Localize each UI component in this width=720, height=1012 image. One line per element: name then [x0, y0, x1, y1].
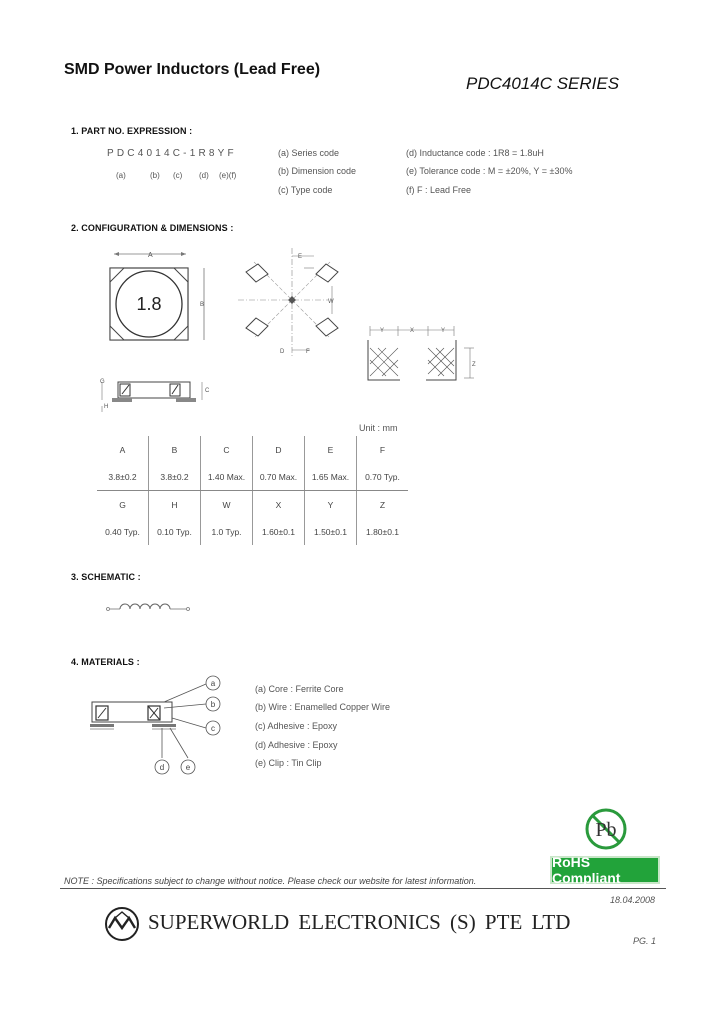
footer-divider [60, 888, 666, 889]
header-b: B [149, 436, 201, 463]
dim-x-label: X [410, 328, 415, 334]
material-d: (d) Adhesive : Epoxy [255, 740, 338, 750]
marking-value: 1.8 [136, 294, 162, 314]
land-pattern-drawing [234, 246, 344, 358]
page-title: SMD Power Inductors (Lead Free) [64, 61, 321, 78]
callout-c: c [211, 724, 215, 733]
dim-f-label: F [306, 349, 310, 355]
table-row [97, 436, 408, 463]
callout-b: b [210, 700, 216, 709]
pb-symbol: Pb [595, 819, 617, 841]
document-date: 18.04.2008 [610, 895, 656, 905]
rohs-badge: RoHS Compliant [550, 856, 660, 884]
dim-z-label: Z [472, 362, 476, 368]
dim-y-label-left: Y [380, 328, 385, 334]
material-e: (e) Clip : Tin Clip [255, 758, 322, 768]
dim-c-label: C [205, 388, 210, 394]
section-config-heading: 2. CONFIGURATION & DIMENSIONS : [71, 223, 234, 233]
letter-ef: (e)(f) [219, 171, 237, 180]
unit-label: Unit : mm [359, 423, 398, 433]
callout-a: a [210, 679, 216, 688]
header-z: Z [357, 491, 409, 519]
dim-b-label: B [200, 302, 205, 308]
callout-e: e [185, 763, 191, 772]
schematic-coil-symbol [104, 600, 194, 616]
value-h: 0.10 Typ. [149, 518, 201, 545]
table-row [97, 491, 408, 519]
value-e: 1.65 Max. [305, 463, 357, 491]
dim-g-label: G [100, 379, 105, 385]
dim-d-label: D [280, 349, 285, 355]
dim-y-label-right: Y [441, 328, 446, 334]
letter-c: (c) [173, 171, 183, 180]
value-x: 1.60±0.1 [253, 518, 305, 545]
header-d: D [253, 436, 305, 463]
footer-note: NOTE : Specifications subject to change without notice. Please check our website for latest information. [64, 876, 477, 886]
materials-cross-section [84, 672, 234, 780]
header-a: A [119, 444, 126, 455]
desc-d: (d) Inductance code : 1R8 = 1.8uH [406, 148, 544, 158]
dim-a-label: A [148, 252, 153, 259]
company-logo-icon [104, 906, 140, 942]
page-number: PG. 1 [633, 936, 657, 946]
desc-b: (b) Dimension code [278, 166, 357, 176]
header-g: G [119, 499, 126, 510]
top-view-drawing [96, 246, 216, 350]
value-g: 0.40 Typ. [105, 526, 140, 537]
value-z: 1.80±0.1 [357, 518, 409, 545]
header-e: E [305, 436, 357, 463]
material-b: (b) Wire : Enamelled Copper Wire [255, 702, 391, 712]
value-w: 1.0 Typ. [201, 518, 253, 545]
value-a: 3.8±0.2 [97, 463, 149, 491]
header-c: C [201, 436, 253, 463]
part-number-code: PDC4014C-1R8YF [107, 148, 237, 159]
dim-e-label: E [298, 254, 303, 260]
table-row [97, 463, 408, 491]
material-a: (a) Core : Ferrite Core [255, 684, 344, 694]
pb-free-icon [583, 806, 629, 852]
letter-a: (a) [116, 171, 126, 180]
header-f: F [357, 436, 409, 463]
company-name: SUPERWORLD ELECTRONICS (S) PTE LTD [148, 910, 571, 934]
header-x: X [253, 491, 305, 519]
desc-a: (a) Series code [278, 148, 340, 158]
desc-c: (c) Type code [278, 185, 333, 195]
header-w: W [201, 491, 253, 519]
desc-f: (f) F : Lead Free [406, 185, 472, 195]
section-part-no-heading: 1. PART NO. EXPRESSION : [71, 126, 193, 136]
value-b: 3.8±0.2 [149, 463, 201, 491]
header-y: Y [305, 491, 357, 519]
side-view-drawing [98, 372, 218, 414]
section-schematic-heading: 3. SCHEMATIC : [71, 572, 141, 582]
table-row [97, 518, 408, 545]
header-h: H [149, 491, 201, 519]
series-name: PDC4014C SERIES [466, 74, 620, 93]
value-d: 0.70 Max. [253, 463, 305, 491]
dim-w-label: W [328, 299, 334, 305]
value-y: 1.50±0.1 [305, 518, 357, 545]
letter-b: (b) [150, 171, 160, 180]
letter-d: (d) [199, 171, 209, 180]
dimensions-table [97, 436, 408, 545]
material-c: (c) Adhesive : Epoxy [255, 721, 338, 731]
section-materials-heading: 4. MATERIALS : [71, 657, 140, 667]
dim-h-label: H [104, 404, 109, 410]
pad-layout-drawing [364, 322, 484, 388]
callout-d: d [159, 763, 165, 772]
desc-e: (e) Tolerance code : M = ±20%, Y = ±30% [406, 166, 573, 176]
value-f: 0.70 Typ. [357, 463, 409, 491]
value-c: 1.40 Max. [201, 463, 253, 491]
